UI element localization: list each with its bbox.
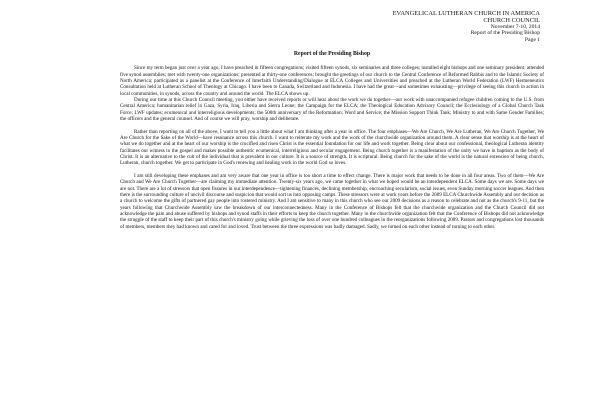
header-page-number: Page 1 bbox=[524, 36, 540, 43]
paragraph-4: I am still developing these emphases and am very aware that one year in office is too short a time to effect change. There is major work that needs to be done in all four areas. Two of them—We Are Church and We Are Church Together—are claiming my immediate attention. Twenty-six years ago, we came together in what we hoped would be an interdependent ELCA. Some days we are. Some days we are not. There are a lot of stressors that open fissures in our interdependence—tightening finances, declining membership, encroaching secularism, social issues, even Sunday morning soccer leagues. And then there is the surrounding culture of uncivil discourse and suspicion that would sort us into opposing camps. These stressors were at work years before the 2009 ELCA Churchwide Assembly and our decision as a church to welcome the gifts of partnered gay people into rostered ministry. And I am sensitive to many in this church who see our 2009 decisions as a reason to celebrate and not as the church's 9-11, but the years following that Churchwide Assembly saw the breakdown of our interconnectedness. Many in the Conference of Bishops felt that the churchwide organization and the Church Council did not acknowledge the pain and abuse suffered by bishops and synod staffs in their efforts to keep the church together. Many in the churchwide organization felt that the Conference of Bishops did not acknowledge the struggle of the staff to keep their part of this church's ministry going while grieving the loss of over one hundred colleagues in the reorganizations following 2009. Pastors and congregations lost thousands of members, members they had known and cared for and loved. Trust between the three expressions was badly damaged. Sadly, we turned on each other instead of turning to each other. bbox=[120, 172, 544, 230]
header-dates: November 7-10, 2014 bbox=[490, 24, 540, 30]
page-header bbox=[120, 10, 540, 43]
paragraph-3: Rather than reporting on all of the above, I want to tell you a little about what I am thinking after a year in office. The four emphases—We Are Church, We Are Lutheran, We Are Church Together, We Are Church for the Sake of the World—have resonance across this church. I want to reiterate my work and the work of the churchwide organization around them. A clear sense that worship is at the heart of what we do together and at the heart of our worship is the crucified and risen Christ is the essential foundation for our life and work together. Being clear about our confessional, theological Lutheran identity facilitates our witness to the gospel and makes possible authentic ecumenical, interreligious and secular engagement. Being church together is a manifestation of the unity we have in baptism as the body of Christ. It is an alternative to the cult of the individual that is prevalent in our culture. It is a source of strength. It is scriptural. Being church for the sake of the world is the natural extension of being church, Lutheran, church together. We get to participate in God's renewing and healing work in the world God so loves. bbox=[120, 128, 544, 167]
report-title: Report of the Presiding Bishop bbox=[293, 51, 371, 58]
header-org: EVANGELICAL LUTHERAN CHURCH IN AMERICA bbox=[392, 10, 540, 17]
header-council: CHURCH COUNCIL bbox=[483, 17, 540, 24]
header-report: Report of the Presiding Bishop bbox=[470, 30, 540, 37]
paragraph-1: Since my term began just over a year ago, I have preached in fifteen congregations; visited fifteen synods, six seminaries and three colleges; installed eight bishops and one seminary president; attended five synod assemblies; met with twenty-one organizations; presented at thirty-one conferences; brought the greetings of our church to the Central Conference of Reformed Rabbis and to the Islamic Society of North America; participated as a panelist at the Conference of Interfaith Understanding/Dialogue at ELCA Colleges and Universities and preached at the Lutheran World Federation (LWF) Hermeneutics Consultation held at Lutheran School of Theology at Chicago. I have been to Canada, Switzerland and Indonesia. I have had the great—and sometimes exhausting—privilege of seeing this church in action in local communities, in synods, across the country and around the world. The ELCA shows up. bbox=[120, 65, 544, 97]
paragraph-2: During our time at this Church Council meeting, you either have received reports or will hear about the work we do together—our work with unaccompanied refugee children coming to the U.S. from Central America; humanitarian relief in Gaza, Syria, Iraq, Liberia and Sierra Leone; the Campaign for the ELCA; the Theological Education Advisory Council; the Ecclesiology of a Global Church Task Force; LWF updates; ecumenical and interreligious developments; the 500th anniversary of the Reformation; Word and Service; the Mission Support Think Tank; Ministry to and with Same Gender Families; the officers and the general counsel. And of course we will pray, worship and deliberate. bbox=[120, 97, 544, 123]
